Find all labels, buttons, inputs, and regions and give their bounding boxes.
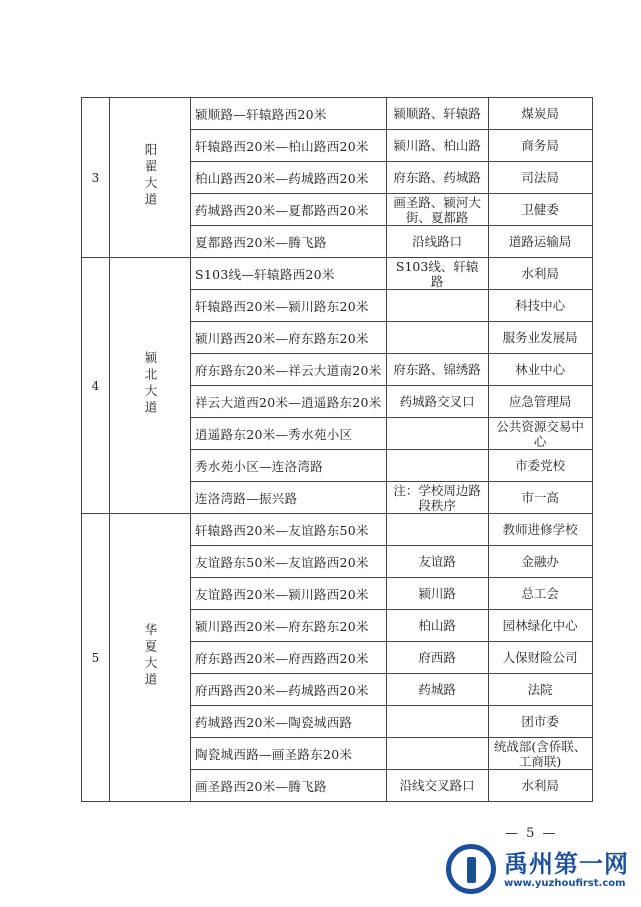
- unit-cell: 商务局: [488, 130, 592, 162]
- segment-cell: 友谊路西20米—颍川路西20米: [191, 578, 387, 610]
- segment-cell: 连洛湾路—振兴路: [191, 482, 387, 514]
- segment-cell: S103线—轩辕路西20米: [191, 258, 387, 290]
- unit-cell: 科技中心: [488, 290, 592, 322]
- road-name-cell: [110, 258, 191, 514]
- crossing-cell: S103线、轩辕路: [386, 258, 488, 290]
- unit-cell: 公共资源交易中心: [488, 418, 592, 450]
- segment-cell: 府东路西20米—府西路西20米: [191, 642, 387, 674]
- segment-cell: 友谊路东50米—友谊路西20米: [191, 546, 387, 578]
- crossing-cell: [386, 738, 488, 770]
- crossing-cell: 沿线路口: [386, 226, 488, 258]
- road-name-cell: [110, 514, 191, 802]
- unit-cell: 总工会: [488, 578, 592, 610]
- crossing-cell: [386, 290, 488, 322]
- segment-cell: 轩辕路西20米—友谊路东50米: [191, 514, 387, 546]
- unit-cell: 林业中心: [488, 354, 592, 386]
- road-name-cell: [110, 98, 191, 258]
- group-number: 5: [82, 514, 110, 802]
- table-row: [82, 98, 593, 130]
- group-number: 4: [82, 258, 110, 514]
- crossing-cell: [386, 514, 488, 546]
- unit-cell: 教师进修学校: [488, 514, 592, 546]
- unit-cell: 法院: [488, 674, 592, 706]
- crossing-cell: 颍顺路、轩辕路: [386, 98, 488, 130]
- segment-cell: 柏山路西20米—药城路西20米: [191, 162, 387, 194]
- crossing-cell: [386, 706, 488, 738]
- unit-cell: 道路运输局: [488, 226, 592, 258]
- segment-cell: 画圣路西20米—腾飞路: [191, 770, 387, 802]
- unit-cell: 人保财险公司: [488, 642, 592, 674]
- segment-cell: 府东路东20米—祥云大道南20米: [191, 354, 387, 386]
- segment-cell: 祥云大道西20米—逍遥路东20米: [191, 386, 387, 418]
- unit-cell: 水利局: [488, 258, 592, 290]
- unit-cell: 团市委: [488, 706, 592, 738]
- logo-mark-icon: [446, 844, 496, 894]
- crossing-cell: 颍川路: [386, 578, 488, 610]
- segment-cell: 轩辕路西20米—颍川路东20米: [191, 290, 387, 322]
- unit-cell: 市一高: [488, 482, 592, 514]
- segment-cell: 颍川路西20米—府东路东20米: [191, 610, 387, 642]
- unit-cell: 煤炭局: [488, 98, 592, 130]
- crossing-cell: 府东路、锦绣路: [386, 354, 488, 386]
- table-row: [82, 514, 593, 546]
- unit-cell: 应急管理局: [488, 386, 592, 418]
- segment-cell: 府西路西20米—药城路西20米: [191, 674, 387, 706]
- table-row: [82, 258, 593, 290]
- page-number: — 5 —: [505, 826, 558, 841]
- crossing-cell: 友谊路: [386, 546, 488, 578]
- crossing-cell: 颍川路、柏山路: [386, 130, 488, 162]
- crossing-cell: 柏山路: [386, 610, 488, 642]
- group-number: 3: [82, 98, 110, 258]
- crossing-cell: 药城路: [386, 674, 488, 706]
- crossing-cell: 药城路交叉口: [386, 386, 488, 418]
- segment-cell: 秀水苑小区—连洛湾路: [191, 450, 387, 482]
- crossing-cell: [386, 418, 488, 450]
- logo-title: 禹州第一网: [504, 850, 629, 878]
- segment-cell: 夏都路西20米—腾飞路: [191, 226, 387, 258]
- crossing-cell: 府西路: [386, 642, 488, 674]
- unit-cell: 统战部(含侨联、工商联): [488, 738, 592, 770]
- segment-cell: 颍川路西20米—府东路东20米: [191, 322, 387, 354]
- crossing-cell: 府东路、药城路: [386, 162, 488, 194]
- crossing-cell: 沿线交叉路口: [386, 770, 488, 802]
- segment-cell: 陶瓷城西路—画圣路东20米: [191, 738, 387, 770]
- unit-cell: 市委党校: [488, 450, 592, 482]
- unit-cell: 水利局: [488, 770, 592, 802]
- unit-cell: 司法局: [488, 162, 592, 194]
- crossing-cell: [386, 322, 488, 354]
- road-name: 阳翟大道: [143, 143, 158, 209]
- crossing-cell: 注：学校周边路段秩序: [386, 482, 488, 514]
- road-name: 颍北大道: [143, 351, 158, 417]
- unit-cell: 金融办: [488, 546, 592, 578]
- segment-cell: 药城路西20米—夏都路西20米: [191, 194, 387, 226]
- assignment-table: [81, 97, 593, 802]
- segment-cell: 药城路西20米—陶瓷城西路: [191, 706, 387, 738]
- site-logo[interactable]: [446, 838, 636, 900]
- logo-url: www.yuzhoufirst.com: [504, 878, 626, 889]
- segment-cell: 逍遥路东20米—秀水苑小区: [191, 418, 387, 450]
- crossing-cell: 画圣路、颍河大街、夏都路: [386, 194, 488, 226]
- unit-cell: 卫健委: [488, 194, 592, 226]
- unit-cell: 服务业发展局: [488, 322, 592, 354]
- road-name: 华夏大道: [143, 623, 158, 689]
- segment-cell: 轩辕路西20米—柏山路西20米: [191, 130, 387, 162]
- segment-cell: 颍顺路—轩辕路西20米: [191, 98, 387, 130]
- crossing-cell: [386, 450, 488, 482]
- unit-cell: 园林绿化中心: [488, 610, 592, 642]
